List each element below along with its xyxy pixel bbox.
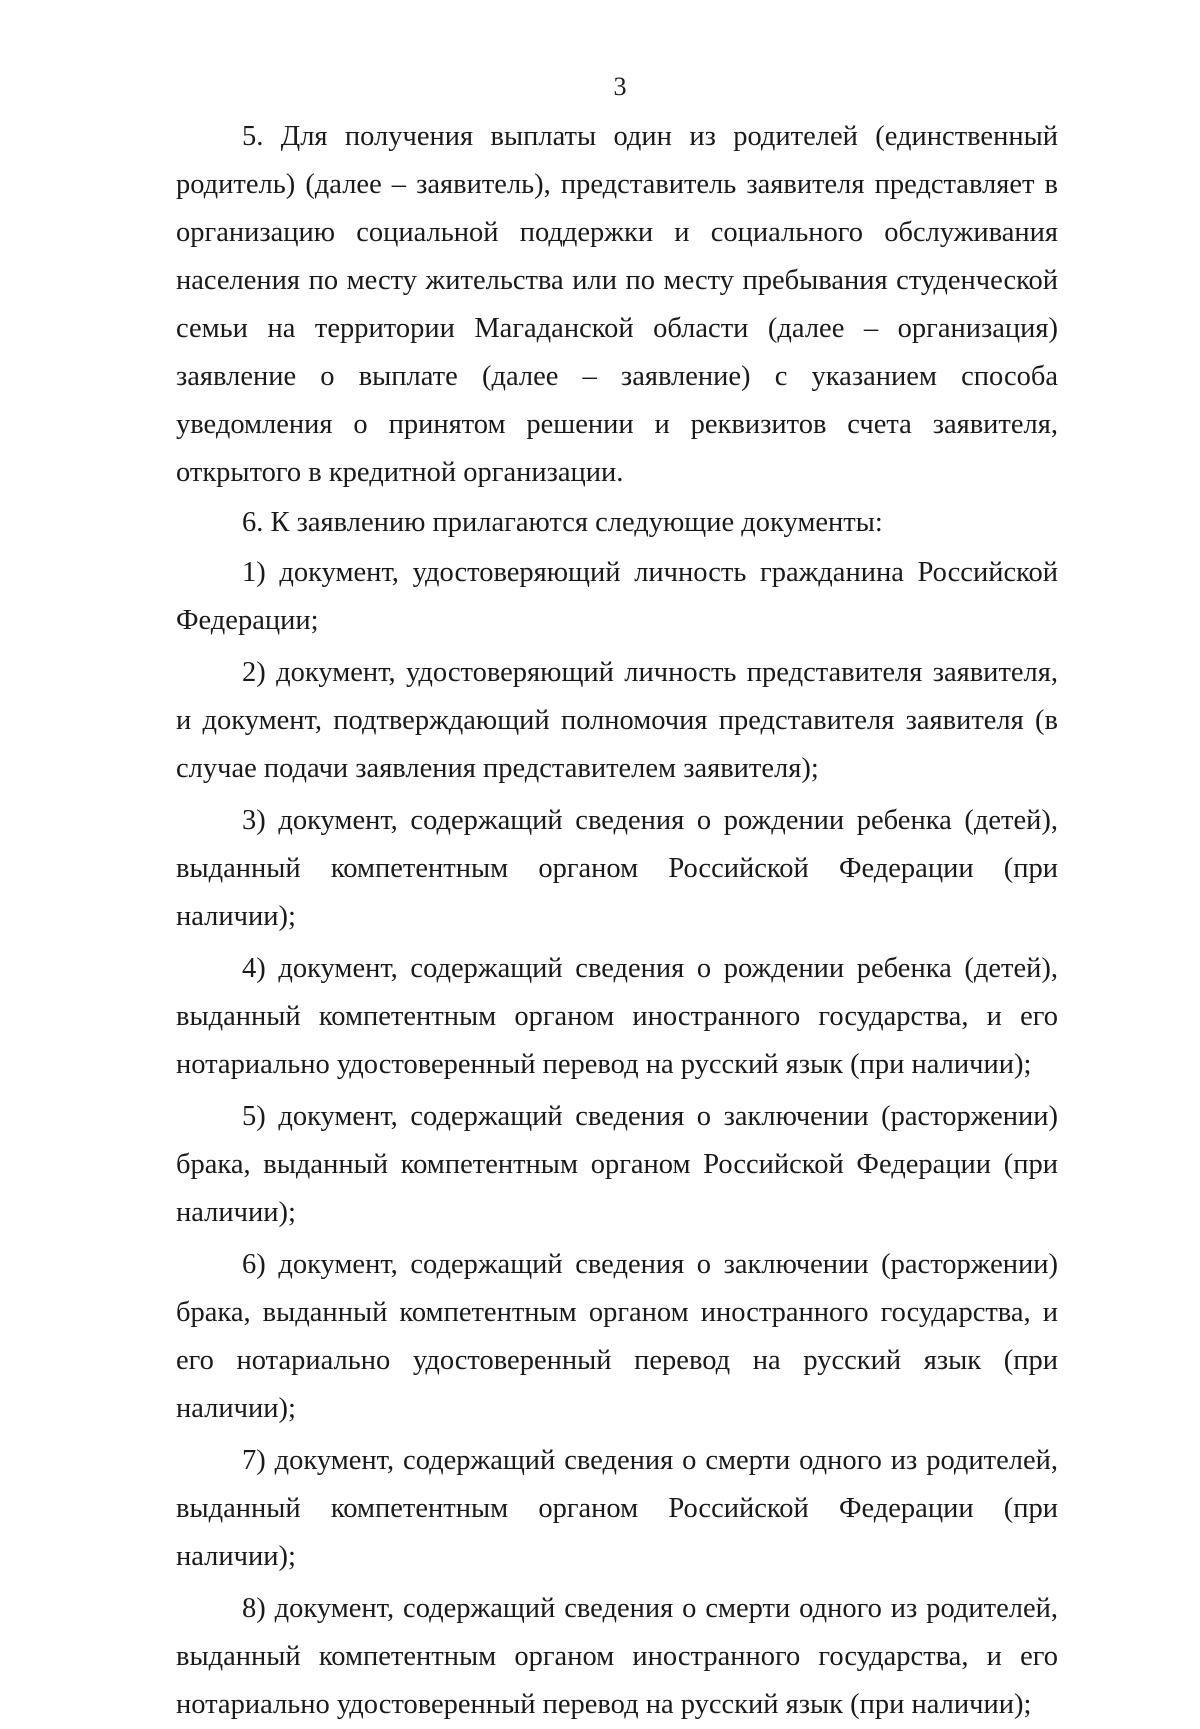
document-body bbox=[176, 113, 1058, 1729]
list-item-5: 5) документ, содержащий сведения о заключении (расторжении) брака, выданный компетентным органом Российской Федерации (при наличии); bbox=[176, 1101, 1058, 1228]
list-item-7: 7) документ, содержащий сведения о смерти одного из родителей, выданный компетентным органом Российской Федерации (при наличии); bbox=[176, 1445, 1058, 1572]
paragraph-5: 5. Для получения выплаты один из родителей (единственный родитель) (далее – заявитель), представитель заявителя представляет в организацию социальной поддержки и социального обслуживания населения по месту жительства или по месту пребывания студенческой семьи на территории Магаданской области (далее – организация) заявление о выплате (далее – заявление) с указанием способа уведомления о принятом решении и реквизитов счета заявителя, открытого в кредитной организации. bbox=[176, 121, 1058, 488]
list-item-4: 4) документ, содержащий сведения о рождении ребенка (детей), выданный компетентным органом иностранного государства, и его нотариально удостоверенный перевод на русский язык (при наличии); bbox=[176, 953, 1058, 1080]
list-item-8: 8) документ, содержащий сведения о смерти одного из родителей, выданный компетентным органом иностранного государства, и его нотариально удостоверенный перевод на русский язык (при наличии); bbox=[176, 1593, 1058, 1720]
list-item-6: 6) документ, содержащий сведения о заключении (расторжении) брака, выданный компетентным органом иностранного государства, и его нотариально удостоверенный перевод на русский язык (при наличии); bbox=[176, 1249, 1058, 1424]
list-item-3: 3) документ, содержащий сведения о рождении ребенка (детей), выданный компетентным органом Российской Федерации (при наличии); bbox=[176, 805, 1058, 932]
list-item-2: 2) документ, удостоверяющий личность представителя заявителя, и документ, подтверждающий полномочия представителя заявителя (в случае подачи заявления представителем заявителя); bbox=[176, 657, 1058, 784]
paragraph-6: 6. К заявлению прилагаются следующие документы: bbox=[242, 507, 883, 538]
page-number: 3 bbox=[613, 72, 627, 101]
list-item-1: 1) документ, удостоверяющий личность гражданина Российской Федерации; bbox=[176, 557, 1058, 636]
